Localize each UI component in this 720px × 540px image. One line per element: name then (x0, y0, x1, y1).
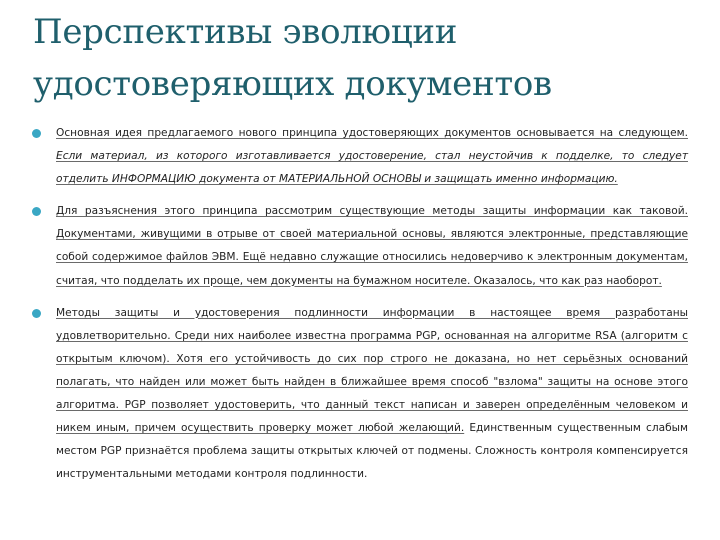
bullet-dot-icon (32, 129, 41, 138)
bullet-item-2 (32, 200, 688, 292)
bullet-3-part2: Единственным существенным слабым местом PGP признаётся проблема защиты открытых ключей от подмены. Сложность контроля компенсируется инструментальными методами контроля подлинности. (56, 422, 688, 481)
bullet-1-part1: Основная идея предлагаемого нового принципа удостоверяющих документов основывается на следующем. (56, 127, 688, 139)
slide-title-line2: удостоверяющих документов (33, 64, 552, 104)
bullet-dot-icon (32, 207, 41, 216)
bullet-item-1 (32, 122, 688, 191)
bullet-3-part1: Методы защиты и удостоверения подлинности информации в настоящее время разработаны удовлетворительно. Среди них наиболее известна программа PGP, основанная на алгоритме RSA (алгоритм с открытым ключом). Хотя его устойчивость до сих пор строго не доказана, но нет серьёзных оснований полагать, что найден или может быть найден в ближайшее время способ "взлома" защиты на основе этого алгоритма. PGP позволяет удостоверить, что данный текст написан и заверен определённым человеком и никем иным, причем осуществить проверку может любой желающий. (56, 306, 688, 435)
bullet-list (32, 122, 688, 495)
bullet-1-part2: Если материал, из которого изготавливается удостоверение, стал неустойчив к подделке, то следует отделить ИНФОРМАЦИЮ документа от МАТЕРИАЛЬНОЙ ОСНОВЫ и защищать именно информацию. (56, 150, 688, 186)
bullet-2-text: Для разъяснения этого принципа рассмотрим существующие методы защиты информации как таковой. Документами, живущими в отрыве от своей материальной основы, являются электронные, представляющие собой содержимое файлов ЭВМ. Ещё недавно служащие относились недоверчиво к электронным документам, считая, что подделать их проще, чем документы на бумажном носителе. Оказалось, что как раз наоборот. (56, 205, 688, 287)
bullet-item-3 (32, 302, 688, 487)
slide-title (33, 6, 693, 110)
slide-title-line1: Перспективы эволюции (33, 12, 458, 52)
bullet-dot-icon (32, 309, 41, 318)
